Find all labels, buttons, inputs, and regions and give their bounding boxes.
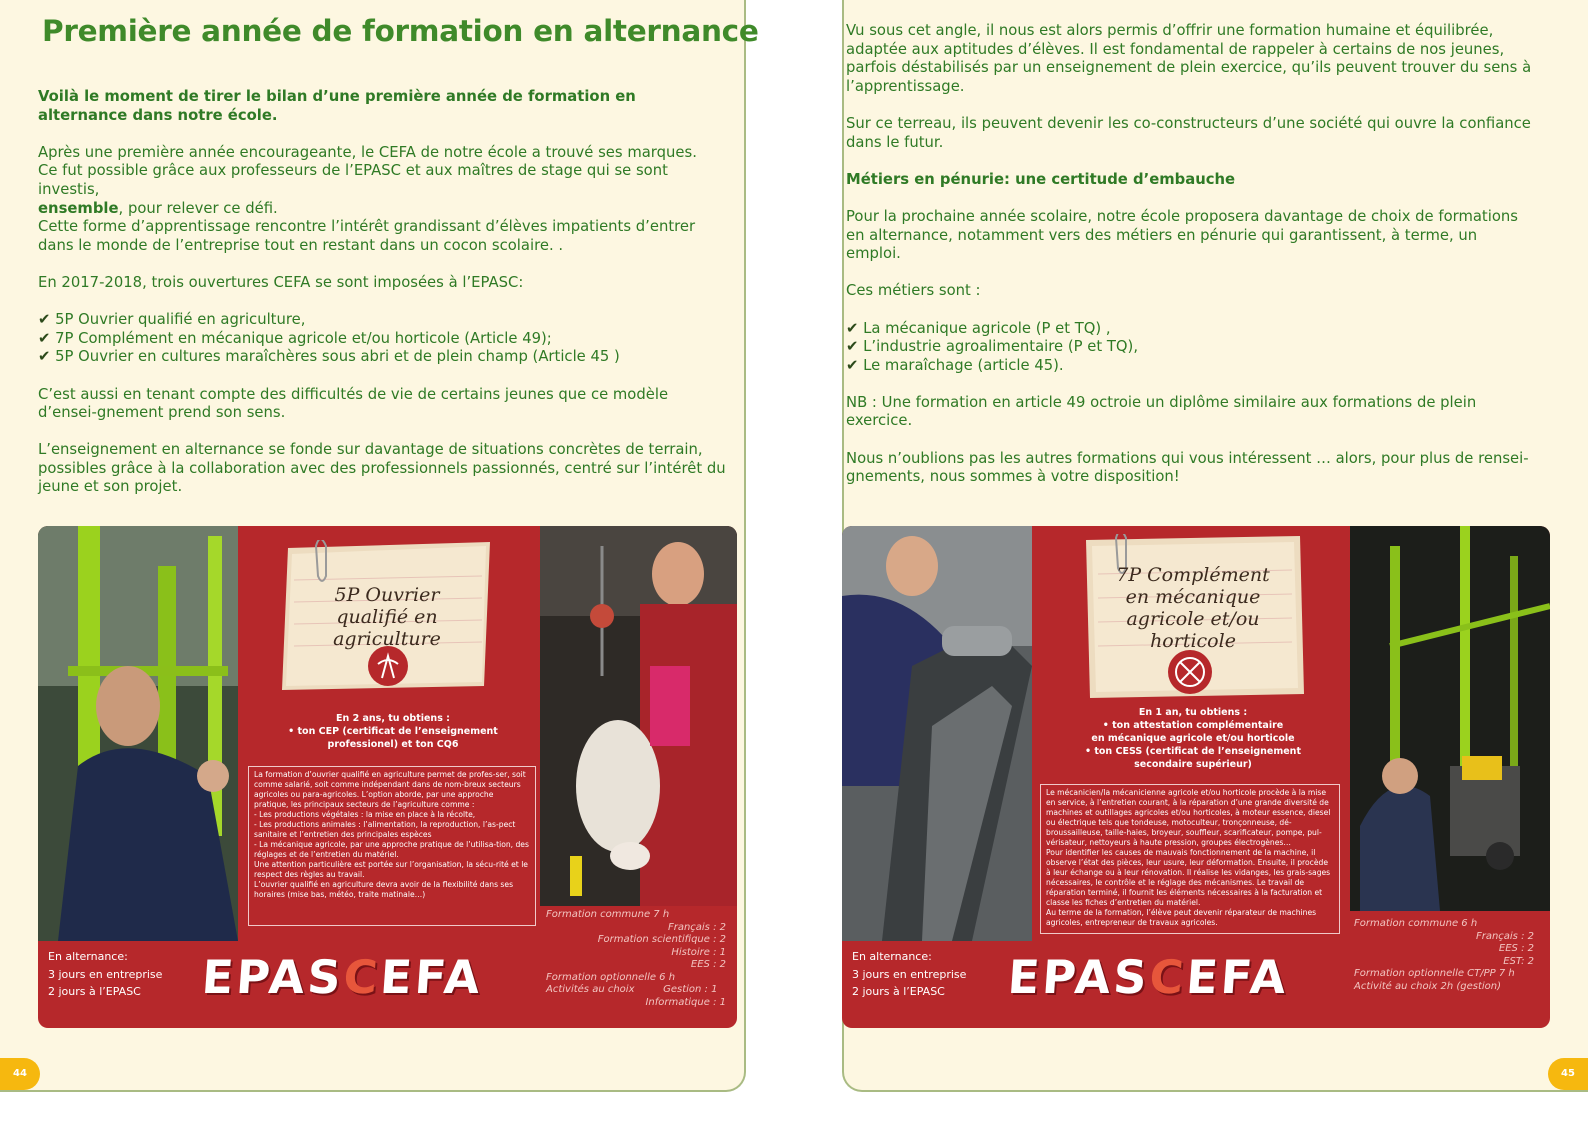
formation-panel-7p xyxy=(842,526,1550,1028)
paragraph-4: Ces métiers sont : xyxy=(846,282,981,300)
card-title: 5P Ouvrier qualifié en agriculture xyxy=(333,584,441,650)
alternance-info: En alternance: 3 jours en entreprise 2 jours à l’EPASC xyxy=(852,950,967,998)
check-icon: ✔ xyxy=(846,338,859,356)
list-item: 5P Ouvrier en cultures maraîchères sous abri et de plein champ (Article 45 ) xyxy=(55,348,620,366)
photo-student-sheep xyxy=(540,526,737,906)
check-icon: ✔ xyxy=(38,348,51,366)
schedule-item: Activités au choix Gestion : 1 xyxy=(546,984,718,995)
paragraph-4: L’enseignement en alternance se fonde sur davantage de situations concrètes de terrain, possibles grâce à la collaboration avec des professionnels passionnés, centré sur l’intérêt du jeune et son projet. xyxy=(38,441,726,496)
schedule-item: Français : 2 xyxy=(1475,930,1534,942)
photo-student-machinery xyxy=(38,526,238,941)
alternance-info: En alternance: 3 jours en entreprise 2 jours à l’EPASC xyxy=(48,950,163,998)
list-item: L’industrie agroalimentaire (P et TQ), xyxy=(863,338,1139,356)
page-number-right: 45 xyxy=(1548,1058,1588,1090)
intro-paragraph: Voilà le moment de tirer le bilan d’une première année de formation en alternance dans notre école. xyxy=(38,88,636,124)
schedule-item: EES : 2 xyxy=(1498,943,1534,954)
page-number-left: 44 xyxy=(0,1058,40,1090)
paragraph-3: C’est aussi en tenant compte des difficultés de vie de certains jeunes que ce modèle d’ensei-gnement prend son sens. xyxy=(38,385,669,422)
paragraph-1: Vu sous cet angle, il nous est alors permis d’offrir une formation humaine et équilibrée, adaptée aux aptitudes d’élèves. Il est fondamental de rappeler à certains de nos jeunes, parfois déstabilisés par un enseignement de plein exercice, qu’ils peuvent trouver du sens à l’apprentissage. xyxy=(846,22,1532,95)
card-title: 7P Complément en mécanique agricole et/ou horticole xyxy=(1116,564,1270,652)
photo-student-lathe xyxy=(842,526,1032,941)
epascefa-logo: EPASCEFA xyxy=(1006,950,1291,1004)
paragraph-2: En 2017-2018, trois ouvertures CEFA se sont imposées à l’EPASC: xyxy=(38,273,524,291)
check-icon: ✔ xyxy=(846,356,859,374)
check-icon: ✔ xyxy=(38,311,51,329)
section-heading: Métiers en pénurie: une certitude d’embauche xyxy=(846,170,1236,188)
schedule-list xyxy=(546,909,726,1009)
diploma-summary: En 1 an, tu obtiens : • ton attestation complémentaire en mécanique agricole et/ou horticole • ton CESS (certificat de l’enseignement secondaire supérieur) xyxy=(1084,707,1301,770)
schedule-list xyxy=(1354,918,1534,993)
schedule-item: Activité au choix 2h (gestion) xyxy=(1354,980,1502,992)
left-text-column xyxy=(38,88,728,516)
schedule-item: Formation scientifique : 2 xyxy=(597,934,726,945)
title-card-5p xyxy=(278,540,496,692)
formation-description: Le mécanicien/la mécanicienne agricole et/ou horticole procède à la mise en service, à l’entretien courant, à la réparation d’une grande diversité de machines et outillages agricoles et/ou horticoles, à moteur essence, diesel ou électrique tels que tondeuse, motoculteur, tronçonneuse, dé-broussailleuse, taille-haies, broyeur, souffleur, scarificateur, pompe, pul-vérisateur, nettoyeurs à haute pression, groupes électrogènes… Pour identifier les causes de mauvais fonctionnement de la machine, il observe l’état des pièces, leur usure, leur déformation. Ensuite, il procède à leur échange ou à leur rénovation. Il réalise les vidanges, les grais-sages nécessaires, le contrôle et le réglage des mécanismes. Le travail de réparation terminé, il fournit les éléments nécessaires à la facturation et classe les fiches d’entretien du matériel. Au terme de la formation, l’élève peut devenir réparateur de machines agricoles, entrepreneur de travaux agricoles. xyxy=(1040,784,1340,934)
title-card-7p xyxy=(1080,534,1306,700)
schedule-item: EST: 2 xyxy=(1503,955,1534,967)
schedule-item: Formation commune 6 h xyxy=(1354,918,1478,929)
list-item: 5P Ouvrier qualifié en agriculture, xyxy=(55,311,306,329)
formation-panel-5p xyxy=(38,526,737,1028)
jobs-list xyxy=(846,320,1536,376)
page-title: Première année de formation en alternance xyxy=(42,14,759,48)
diploma-summary: En 2 ans, tu obtiens : • ton CEP (certificat de l’enseignement professionel) et ton CQ6 xyxy=(288,713,498,750)
right-text-column xyxy=(846,22,1536,505)
list-item: Le maraîchage (article 45). xyxy=(863,356,1064,374)
schedule-item: Informatique : 1 xyxy=(645,996,726,1008)
formation-description: La formation d’ouvrier qualifié en agriculture permet de profes-ser, soit comme salarié, soit comme indépendant dans de nom-breux secteurs agricoles ou para-agricoles. L’option aborde, par une approche pratique, les principaux secteurs de l’agriculture comme : - Les productions végétales : la mise en place à la récolte, - Les productions animales : l’alimentation, la reproduction, l’as-pect sanitaire et l’entretien des principales espèces - La mécanique agricole, par une approche pratique de l’utilisa-tion, des réglages et de l’entretien du matériel. Une attention particulière est portée sur l’organisation, la sécu-rité et le respect des règles au travail. L’ouvrier qualifié en agriculture devra avoir de la flexibilité dans ses horaires (mise bas, météo, traite matinale…) xyxy=(248,766,536,926)
schedule-item: Formation optionnelle CT/PP 7 h xyxy=(1354,968,1515,979)
schedule-item: Formation commune 7 h xyxy=(546,909,670,920)
schedule-item: Formation optionnelle 6 h xyxy=(546,971,676,983)
list-item: La mécanique agricole (P et TQ) , xyxy=(863,319,1111,337)
photo-student-repair xyxy=(1350,526,1550,911)
paragraph-2: Sur ce terreau, ils peuvent devenir les co-constructeurs d’une société qui ouvre la confiance dans le futur. xyxy=(846,114,1531,151)
list-item: 7P Complément en mécanique agricole et/ou horticole (Article 49); xyxy=(55,329,552,347)
check-icon: ✔ xyxy=(846,319,859,337)
schedule-item: Histoire : 1 xyxy=(671,946,726,958)
epascefa-logo: EPASCEFA xyxy=(200,950,485,1004)
paragraph-3: Pour la prochaine année scolaire, notre école proposera davantage de choix de formations en alternance, notamment vers des métiers en pénurie qui garantissent, à terme, un emploi. xyxy=(846,207,1518,263)
schedule-item: Français : 2 xyxy=(667,921,726,933)
paragraph-6: Nous n’oublions pas les autres formations qui vous intéressent … alors, pour plus de rensei-gnements, nous sommes à votre disposition! xyxy=(846,449,1529,486)
openings-list xyxy=(38,311,728,367)
paragraph-5: NB : Une formation en article 49 octroie un diplôme similaire aux formations de plein exercice. xyxy=(846,393,1477,430)
schedule-item: EES : 2 xyxy=(690,959,726,970)
check-icon: ✔ xyxy=(38,329,51,347)
paragraph-1: Après une première année encourageante, le CEFA de notre école a trouvé ses marques. Ce fut possible grâce aux professeurs de l’EPASC et aux maîtres de stage qui se sont investis, ensemble, pour relever ce défi. Cette forme d’apprentissage rencontre l’intérêt grandissant d’élèves impatients d’entrer dans le monde de l’entreprise tout en restant dans un cocon scolaire. . xyxy=(38,143,697,254)
